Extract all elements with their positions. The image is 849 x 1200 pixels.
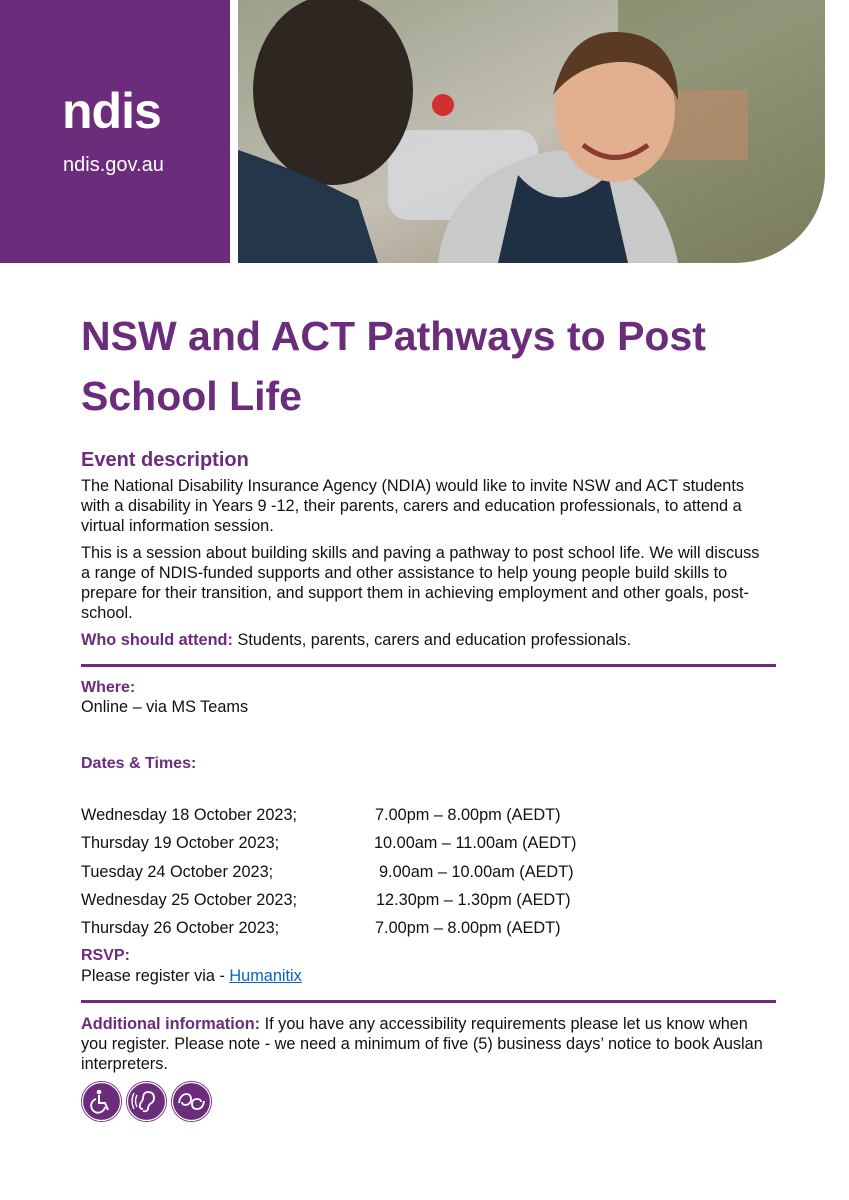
session-time: 10.00am – 11.00am (AEDT) — [374, 834, 577, 853]
who-should-attend — [81, 630, 771, 650]
session-row — [81, 833, 681, 861]
where-label: Where: — [81, 679, 136, 696]
header-photo — [238, 0, 825, 263]
rsvp-label: RSVP: — [81, 947, 130, 964]
session-date: Thursday 26 October 2023; — [81, 919, 280, 938]
ndis-logo: ndis — [62, 83, 161, 139]
session-time: 9.00am – 10.00am (AEDT) — [379, 862, 574, 881]
rsvp-text: Please register via - — [81, 967, 230, 985]
additional-information-text: If you have any accessibility requirements please let us know when you register. Please note - we need a minimum of five (5) business days’ notice to book Auslan interpreters. — [81, 1015, 763, 1073]
additional-information-label: Additional information: — [81, 1015, 261, 1033]
dates-times-label: Dates & Times: — [81, 755, 197, 772]
where-value: Online – via MS Teams — [81, 698, 249, 716]
session-time: 7.00pm – 8.00pm (AEDT) — [375, 806, 561, 824]
session-date: Thursday 19 October 2023; — [81, 834, 280, 853]
session-time: 12.30pm – 1.30pm (AEDT) — [376, 890, 571, 909]
rsvp-line — [81, 966, 771, 986]
who-should-attend-label: Who should attend: — [81, 631, 233, 649]
header-banner — [0, 0, 849, 263]
ndis-url: ndis.gov.au — [63, 154, 164, 176]
session-time: 7.00pm – 8.00pm (AEDT) — [375, 919, 561, 938]
ndis-logo-panel — [0, 0, 230, 263]
session-row — [81, 805, 681, 833]
event-description-heading: Event description — [81, 449, 249, 471]
session-date: Tuesday 24 October 2023; — [81, 862, 274, 881]
event-description-paragraph-2: This is a session about building skills and paving a pathway to post school life. We will discuss a range of NDIS-funded supports and other assistance to help young people build skills to prepare for their transition, and support them in achieving employment and other goals, post-school. — [81, 544, 760, 622]
session-row — [81, 862, 681, 890]
event-description-paragraph-1: The National Disability Insurance Agency (NDIA) would like to invite NSW and ACT students with a disability in Years 9 -12, their parents, carers and education professionals, to attend a virtual information session. — [81, 477, 745, 535]
session-row — [81, 890, 681, 918]
divider — [81, 1000, 776, 1003]
hearing-icon — [126, 1081, 167, 1122]
additional-information — [81, 1014, 771, 1074]
session-date: Wednesday 25 October 2023; — [81, 890, 298, 909]
humanitix-link[interactable]: Humanitix — [229, 967, 302, 985]
session-list — [81, 805, 681, 946]
wheelchair-icon — [81, 1081, 122, 1122]
who-should-attend-text: Students, parents, carers and education professionals. — [232, 631, 632, 649]
sign-language-icon — [171, 1081, 212, 1122]
page-title: NSW and ACT Pathways to Post School Life — [81, 313, 706, 419]
session-row — [81, 918, 681, 946]
session-date: Wednesday 18 October 2023; — [81, 806, 298, 824]
divider — [81, 664, 776, 667]
